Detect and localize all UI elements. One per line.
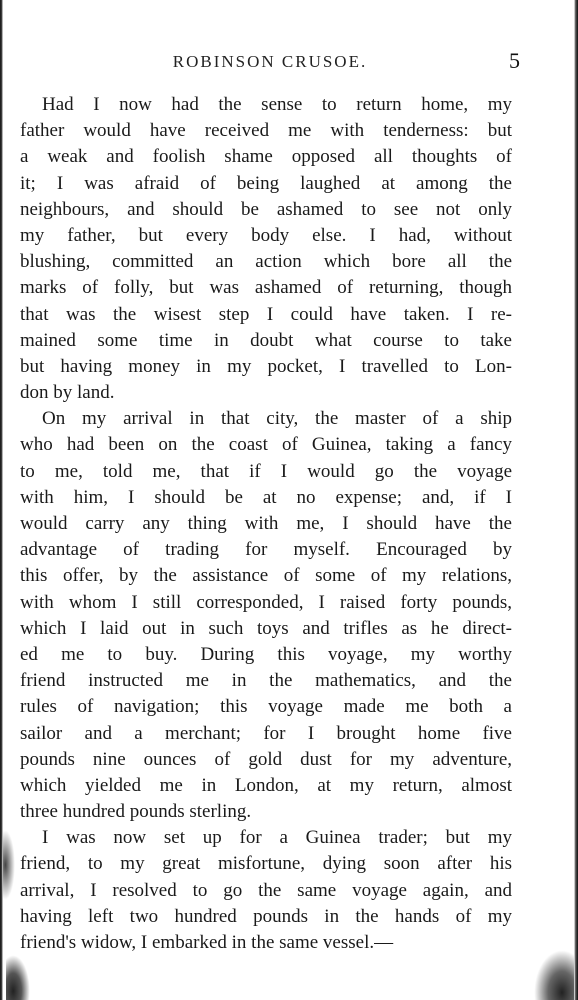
text-line: Had I now had the sense to return home, my [42,94,512,115]
text-line: to me, told me, that if I would go the voyage [20,460,512,482]
text-line: father would have received me with tenderness: but [20,120,512,142]
text-line: that was the wisest step I could have taken. I re- [20,303,512,325]
text-line: friend, to my great misfortune, dying soon after his [20,853,512,875]
ink-smudge-bottom-left [6,955,30,1000]
text-line: this offer, by the assistance of some of my relations, [20,565,512,587]
text-line: friend's widow, I embarked in the same vessel.— [20,932,394,953]
text-line: I was now set up for a Guinea trader; but my [42,827,512,849]
text-line: having left two hundred pounds in the hands of my [20,905,512,927]
paragraph [20,92,512,406]
ink-smudge-bottom-right [534,950,574,1000]
text-line: ed me to buy. During this voyage, my worthy [20,643,512,665]
running-title: ROBINSON CRUSOE. [172,52,368,71]
paragraph [20,406,512,825]
paragraph [20,825,512,956]
text-line: which yielded me in London, at my return, almost [20,774,512,796]
page-number: 5 [509,48,520,73]
text-line: rules of navigation; this voyage made me both a [20,696,512,718]
body-text [20,92,512,956]
text-line: which I laid out in such toys and trifles as he direct- [20,617,512,639]
text-line: three hundred pounds sterling. [20,801,252,823]
text-line: who had been on the coast of Guinea, taking a fancy [20,434,512,456]
text-line: with whom I still corresponded, I raised forty pounds, [20,591,512,613]
text-line: but having money in my pocket, I travelled to Lon- [20,355,512,377]
text-line: with him, I should be at no expense; and, if I [20,486,512,508]
text-line: pounds nine ounces of gold dust for my adventure, [20,748,512,770]
text-line: mained some time in doubt what course to take [20,329,512,351]
page-header [20,48,520,78]
ink-smudge-left [3,830,15,900]
text-line: would carry any thing with me, I should have the [20,513,512,534]
text-line: neighbours, and should be ashamed to see not only [20,198,512,220]
text-line: a weak and foolish shame opposed all thoughts of [20,146,512,168]
text-line: my father, but every body else. I had, without [20,224,512,246]
text-line: it; I was afraid of being laughed at among the [20,172,512,194]
text-line: arrival, I resolved to go the same voyage again, and [20,879,512,901]
text-line: don by land. [20,382,115,404]
text-line: blushing, committed an action which bore all the [20,251,512,273]
text-line: advantage of trading for myself. Encouraged by [20,539,512,561]
text-line: sailor and a merchant; for I brought home five [20,722,512,744]
text-line: On my arrival in that city, the master of a ship [42,408,512,430]
text-line: friend instructed me in the mathematics, and the [20,670,512,692]
text-line: marks of folly, but was ashamed of returning, though [20,277,512,299]
page-edge-right [574,0,578,1000]
